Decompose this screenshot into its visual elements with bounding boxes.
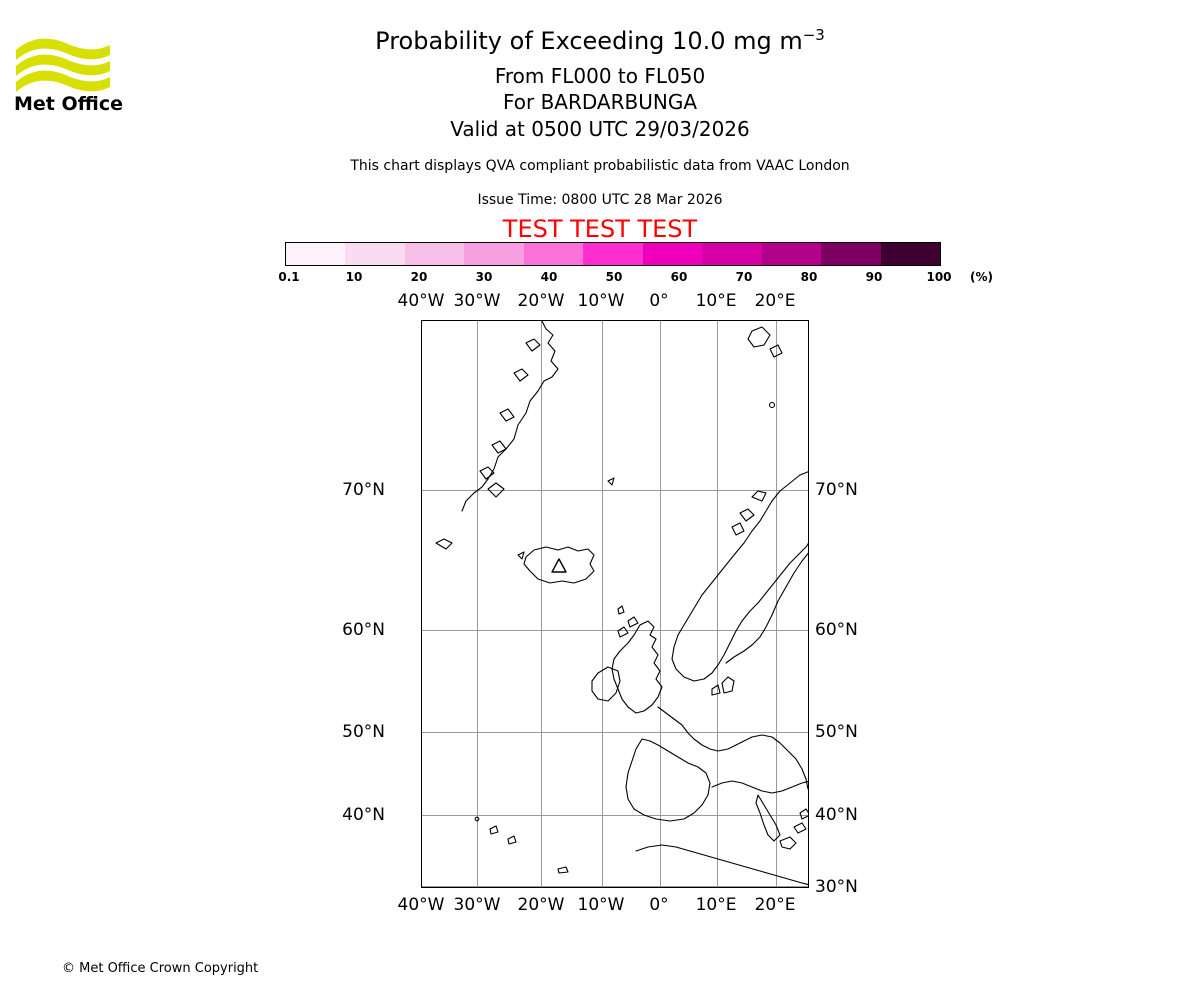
lon-label-bottom: 40°W [397,895,445,915]
copyright-notice: © Met Office Crown Copyright [62,961,259,976]
colorbar-tick: 40 [540,270,558,284]
lon-label-bottom: 30°W [453,895,501,915]
lon-label-top: 10°E [695,291,737,311]
colorbar-swatch [821,243,880,265]
colorbar [285,242,941,266]
lat-label-right: 70°N [815,480,858,500]
colorbar-swatch [702,243,761,265]
colorbar-tick: 60 [670,270,688,284]
lon-label-top: 40°W [397,291,445,311]
lat-label-left: 40°N [342,805,385,825]
colorbar-swatch [643,243,702,265]
test-banner: TEST TEST TEST [502,215,698,243]
colorbar-swatch [464,243,523,265]
lon-label-bottom: 20°W [517,895,565,915]
subtitle-valid-time: Valid at 0500 UTC 29/03/2026 [450,117,750,141]
lon-label-top: 20°E [754,291,796,311]
page-title-text: Probability of Exceeding 10.0 mg m [375,27,803,55]
coastline-layer [422,321,809,888]
lon-label-bottom: 0° [649,895,669,915]
colorbar-tick: 30 [475,270,493,284]
lat-label-right: 60°N [815,620,858,640]
lon-label-top: 0° [649,291,669,311]
lat-label-left: 50°N [342,722,385,742]
colorbar-tick: 90 [865,270,883,284]
colorbar-tick: 100 [926,270,952,284]
lon-label-top: 30°W [453,291,501,311]
colorbar-tick: 50 [605,270,623,284]
colorbar-gradient [285,242,941,266]
qva-note: This chart displays QVA compliant probabilistic data from VAAC London [350,158,850,174]
colorbar-swatch [286,243,345,265]
colorbar-swatch [524,243,583,265]
page-title-exponent: −3 [802,26,825,44]
lat-label-right: 30°N [815,877,858,897]
logo-text: Met Office [14,93,123,115]
issue-time: Issue Time: 0800 UTC 28 Mar 2026 [477,192,723,208]
lon-label-bottom: 10°E [695,895,737,915]
lat-label-left: 60°N [342,620,385,640]
lon-label-bottom: 10°W [577,895,625,915]
page-title [0,26,1200,56]
lat-label-right: 50°N [815,722,858,742]
colorbar-tick: 20 [410,270,428,284]
colorbar-tick: 0.1 [278,270,300,284]
map-canvas[interactable] [421,320,809,888]
lon-label-bottom: 20°E [754,895,796,915]
colorbar-tick: 10 [345,270,363,284]
colorbar-swatch [345,243,404,265]
colorbar-swatch [762,243,821,265]
colorbar-swatch [881,243,940,265]
lon-label-top: 10°W [577,291,625,311]
lat-label-right: 40°N [815,805,858,825]
colorbar-tick: 70 [735,270,753,284]
lon-label-top: 20°W [517,291,565,311]
colorbar-swatch [583,243,642,265]
subtitle-flight-levels: From FL000 to FL050 [494,64,706,88]
colorbar-tick: 80 [800,270,818,284]
colorbar-swatch [405,243,464,265]
colorbar-units: (%) [970,270,993,284]
colorbar-ticks [278,270,952,286]
subtitle-volcano: For BARDARBUNGA [502,90,698,114]
lat-label-left: 70°N [342,480,385,500]
